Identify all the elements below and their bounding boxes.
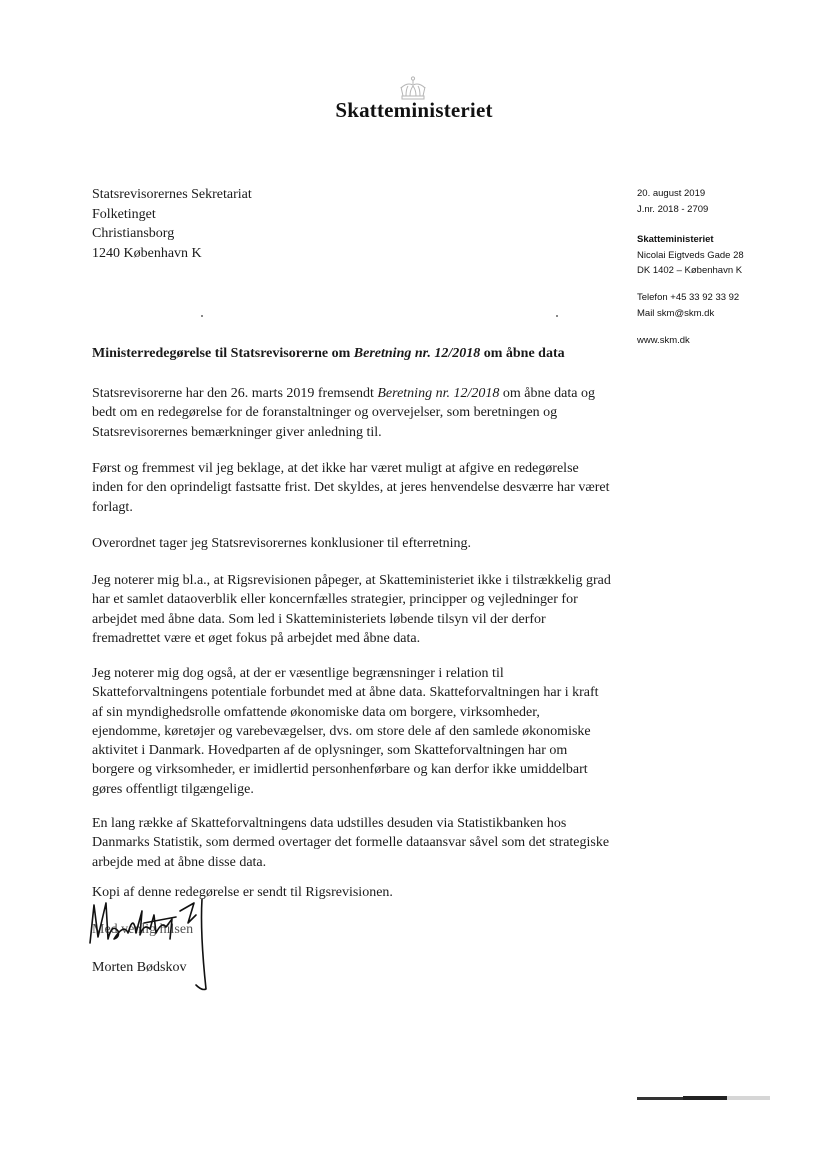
recipient-line: Christiansborg xyxy=(92,226,175,241)
handwritten-signature xyxy=(84,893,214,993)
recipient-line: Folketinget xyxy=(92,206,156,222)
journal-number: J.nr. 2018 - 2709 xyxy=(637,203,709,215)
body-paragraph xyxy=(92,384,612,442)
body-paragraph: Jeg noterer mig dog også, at der er væsentlige begrænsninger i relation til Skatteforvaltningens potentiale forbundet med at åbne data. Skatteforvaltningen har i kraft af sin myndighedsrolle omfattende økonomiske data om borgere, virksomheder, ejendomme, køretøjer og varebevægelser, dvs. om store dele af den samlede økonomiske aktivitet i Danmark. Hovedparten af de oplysninger, som Skatteforvaltningen har om borgere og virksomheder, er imidlertid personhenførbare og kan derfor ikke umiddelbart gøres offentligt tilgængelige. xyxy=(92,666,599,797)
letter-title xyxy=(92,346,612,362)
title-text: om åbne data xyxy=(480,346,565,361)
fold-mark xyxy=(556,315,558,317)
paragraph-text: Statsrevisorerne har den 26. marts 2019 fremsendt xyxy=(92,386,378,401)
recipient-line: Statsrevisorernes Sekretariat xyxy=(92,187,252,202)
paragraph-text: om åbne data og bedt om en redegørelse for de foranstaltninger og overvejelser, som beretningen og Statsrevisorernes bemærkninger giver anledning til. xyxy=(92,386,595,440)
footer-bar xyxy=(683,1096,727,1100)
sender-phone: Telefon +45 33 92 33 92 xyxy=(637,292,740,303)
recipient-line: 1240 København K xyxy=(92,245,202,261)
footer-bar xyxy=(727,1096,770,1100)
footer-bar xyxy=(637,1097,683,1100)
sender-contact xyxy=(637,290,739,321)
fold-mark xyxy=(201,315,203,317)
body-paragraph: Kopi af denne redegørelse er sendt til Rigsrevisionen. xyxy=(92,885,393,900)
sender-address xyxy=(637,232,744,279)
letter-date: 20. august 2019 xyxy=(637,188,706,199)
sender-city: DK 1402 – København K xyxy=(637,265,743,276)
report-reference: Beretning nr. 12/2018 xyxy=(377,386,500,401)
body-paragraph: Overordnet tager jeg Statsrevisorernes konklusioner til efterretning. xyxy=(92,536,472,551)
sender-org-name: Skatteministeriet xyxy=(637,234,714,245)
title-text: Ministerredegørelse til Statsrevisorerne om xyxy=(92,346,354,361)
sender-mail: Mail skm@skm.dk xyxy=(637,307,715,319)
title-report-ref: Beretning nr. 12/2018 xyxy=(353,346,481,361)
closing-greeting: Med venlig hilsen xyxy=(92,922,194,937)
recipient-address xyxy=(92,185,252,263)
body-paragraph: Jeg noterer mig bl.a., at Rigsrevisionen påpeger, at Skatteministeriet ikke i tilstrækkelig grad har et samlet dataoverblik eller koncernfælles strategier, principper og vejledninger for arbejdet med åbne data. Som led i Skatteministeriets løbende tilsyn vil der derfor fremadrettet være et øget fokus på arbejdet med åbne data. xyxy=(92,573,611,646)
letter-meta xyxy=(637,186,708,217)
body-paragraph: Først og fremmest vil jeg beklage, at det ikke har været muligt at afgive en redegørelse inden for den oprindeligt fastsatte frist. Det skyldes, at jeres henvendelse desværre har været forlagt. xyxy=(92,461,610,515)
signer-name: Morten Bødskov xyxy=(92,960,187,975)
body-paragraph: En lang række af Skatteforvaltningens data udstilles desuden via Statistikbanken hos Danmarks Statistik, som dermed overtager det formelle dataansvar såvel som det strategiske arbejde med at åbne disse data. xyxy=(92,816,610,870)
logo-text: Skatteministeriet xyxy=(335,98,493,122)
sender-website: www.skm.dk xyxy=(637,335,690,346)
sender-street: Nicolai Eigtveds Gade 28 xyxy=(637,249,744,261)
